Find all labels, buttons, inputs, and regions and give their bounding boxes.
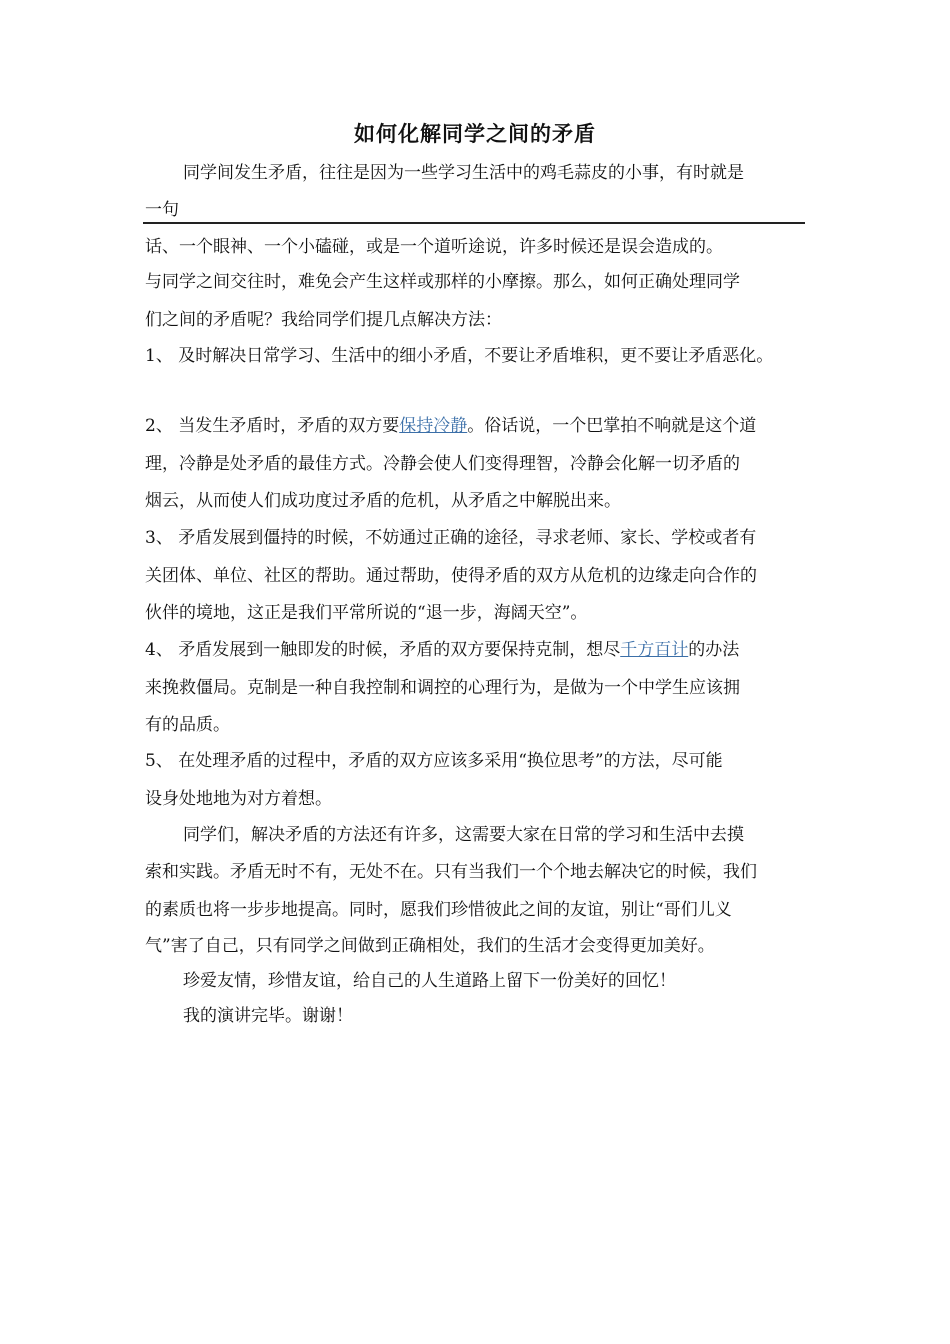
every-means-link[interactable]: 千方百计 — [620, 640, 689, 660]
point-3-line-3: 伙伴的境地，这正是我们平常所说的“退一步，海阔天空”。 — [145, 603, 588, 623]
intro-line-2: 一句 — [145, 200, 179, 220]
point-4-line-1 — [145, 638, 815, 662]
page-title: 如何化解同学之间的矛盾 — [354, 121, 596, 146]
point-3-line-1: 3、 矛盾发展到僵持的时候，不妨通过正确的途径，寻求老师、家长、学校或者有 — [145, 528, 757, 548]
horizontal-rule — [143, 222, 805, 224]
point-1-line-1: 1、 及时解决日常学习、生活中的细小矛盾，不要让矛盾堆积，更不要让矛盾恶化。 — [145, 346, 774, 366]
point-2-text-post: 。俗话说，一个巴掌拍不响就是这个道 — [467, 416, 757, 436]
point-5-line-2: 设身处地地为对方着想。 — [145, 789, 332, 809]
point-4-line-3: 有的品质。 — [145, 715, 230, 735]
point-5-line-1: 5、 在处理矛盾的过程中，矛盾的双方应该多采用“换位思考”的方法，尽可能 — [145, 751, 723, 771]
point-4-line-2: 来挽救僵局。克制是一种自我控制和调控的心理行为，是做为一个中学生应该拥 — [145, 678, 740, 698]
closing-line-3: 的素质也将一步步地提高。同时，愿我们珍惜彼此之间的友谊，别让“哥们儿义 — [145, 900, 732, 920]
point-4-text-post: 的办法 — [688, 640, 740, 660]
intro-line-3: 话、一个眼神、一个小磕碰，或是一个道听途说，许多时候还是误会造成的。 — [145, 237, 723, 257]
point-2-text-pre: 2、 当发生矛盾时，矛盾的双方要 — [145, 416, 400, 436]
intro-line-5: 们之间的矛盾呢？我给同学们提几点解决方法： — [145, 310, 502, 330]
closing-line-6: 我的演讲完毕。谢谢！ — [183, 1006, 353, 1026]
point-2-line-1 — [145, 414, 815, 438]
keep-calm-link[interactable]: 保持冷静 — [399, 416, 468, 436]
point-3-line-2: 关团体、单位、社区的帮助。通过帮助，使得矛盾的双方从危机的边缘走向合作的 — [145, 566, 757, 586]
closing-line-5: 珍爱友情，珍惜友谊，给自己的人生道路上留下一份美好的回忆！ — [183, 971, 676, 991]
point-2-line-2: 理，冷静是处矛盾的最佳方式。冷静会使人们变得理智，冷静会化解一切矛盾的 — [145, 454, 740, 474]
closing-line-4: 气”害了自己，只有同学之间做到正确相处，我们的生活才会变得更加美好。 — [145, 936, 715, 956]
point-2-line-3: 烟云，从而使人们成功度过矛盾的危机，从矛盾之中解脱出来。 — [145, 491, 621, 511]
point-4-text-pre: 4、 矛盾发展到一触即发的时候，矛盾的双方要保持克制，想尽 — [145, 640, 621, 660]
closing-line-2: 索和实践。矛盾无时不有，无处不在。只有当我们一个个地去解决它的时候，我们 — [145, 862, 757, 882]
intro-line-1: 同学间发生矛盾，往往是因为一些学习生活中的鸡毛蒜皮的小事，有时就是 — [183, 163, 744, 183]
intro-line-4: 与同学之间交往时，难免会产生这样或那样的小摩擦。那么，如何正确处理同学 — [145, 272, 740, 292]
closing-line-1: 同学们，解决矛盾的方法还有许多，这需要大家在日常的学习和生活中去摸 — [183, 825, 744, 845]
